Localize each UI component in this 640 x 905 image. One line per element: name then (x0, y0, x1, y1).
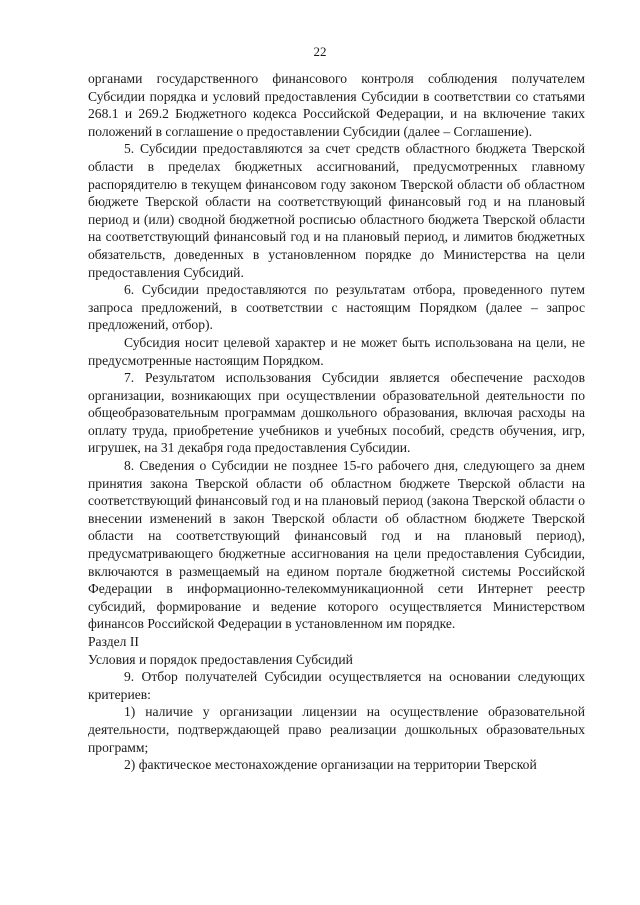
paragraph: органами государственного финансового контроля соблюдения получателем Субсидии порядка и условий предоставления Субсидии в соответствии со статьями 268.1 и 269.2 Бюджетного кодекса Российской Федерации, и на включение таких положений в соглашение о предоставлении Субсидии (далее – Соглашение). (88, 71, 585, 139)
list-item: 2) фактическое местонахождение организации на территории Тверской (124, 757, 537, 773)
paragraph-item-7: 7. Результатом использования Субсидии является обеспечение расходов организации, возникающих при осуществлении образовательной деятельности по общеобразовательным программам дошкольного образования, включая расходы на оплату труда, приобретение учебников и учебных пособий, средств обучения, игр, игрушек, на 31 декабря года предоставления Субсидии. (88, 370, 585, 456)
section-number: Раздел II (88, 634, 139, 649)
paragraph-item-5: 5. Субсидии предоставляются за счет средств областного бюджета Тверской области в пределах бюджетных ассигнований, предусмотренных главному распорядителю в текущем финансовом году законом Тверской области об областном бюджете Тверской области на соответствующий финансовый год и на плановый период и (или) сводной бюджетной росписью областного бюджета Тверской области на соответствующий финансовый год и на плановый период, и лимитов бюджетных обязательств, доведенных в установленном порядке до Министерства на цели предоставления Субсидий. (88, 141, 585, 280)
section-title: Условия и порядок предоставления Субсидий (88, 651, 353, 667)
paragraph-item-9: 9. Отбор получателей Субсидии осуществляется на основании следующих критериев: (88, 669, 585, 702)
paragraph-item-8: 8. Сведения о Субсидии не позднее 15-го рабочего дня, следующего за днем принятия закона Тверской области об областном бюджете Тверской области на соответствующий финансовый год и на плановый период (закона Тверской области о внесении изменений в закон Тверской области об областном бюджете Тверской области на соответствующий финансовый год и на плановый период), предусматривающего бюджетные ассигнования на цели предоставления Субсидии, включаются в размещаемый на едином портале бюджетной системы Российской Федерации в информационно-телекоммуникационной сети Интернет реестр субсидий, формирование и ведение которого осуществляется Министерством финансов Российской Федерации в установленном им порядке. (88, 458, 585, 632)
page-number: 22 (313, 44, 327, 59)
paragraph-item-6: 6. Субсидии предоставляются по результатам отбора, проведенного путем запроса предложений, в соответствии с настоящим Порядком (далее – запрос предложений, отбор). (88, 282, 585, 333)
paragraph: Субсидия носит целевой характер и не может быть использована на цели, не предусмотренные настоящим Порядком. (88, 334, 585, 368)
list-item: 1) наличие у организации лицензии на осуществление образовательной деятельности, подтверждающей право реализации дошкольных образовательных программ; (88, 704, 585, 755)
document-body (88, 70, 585, 774)
